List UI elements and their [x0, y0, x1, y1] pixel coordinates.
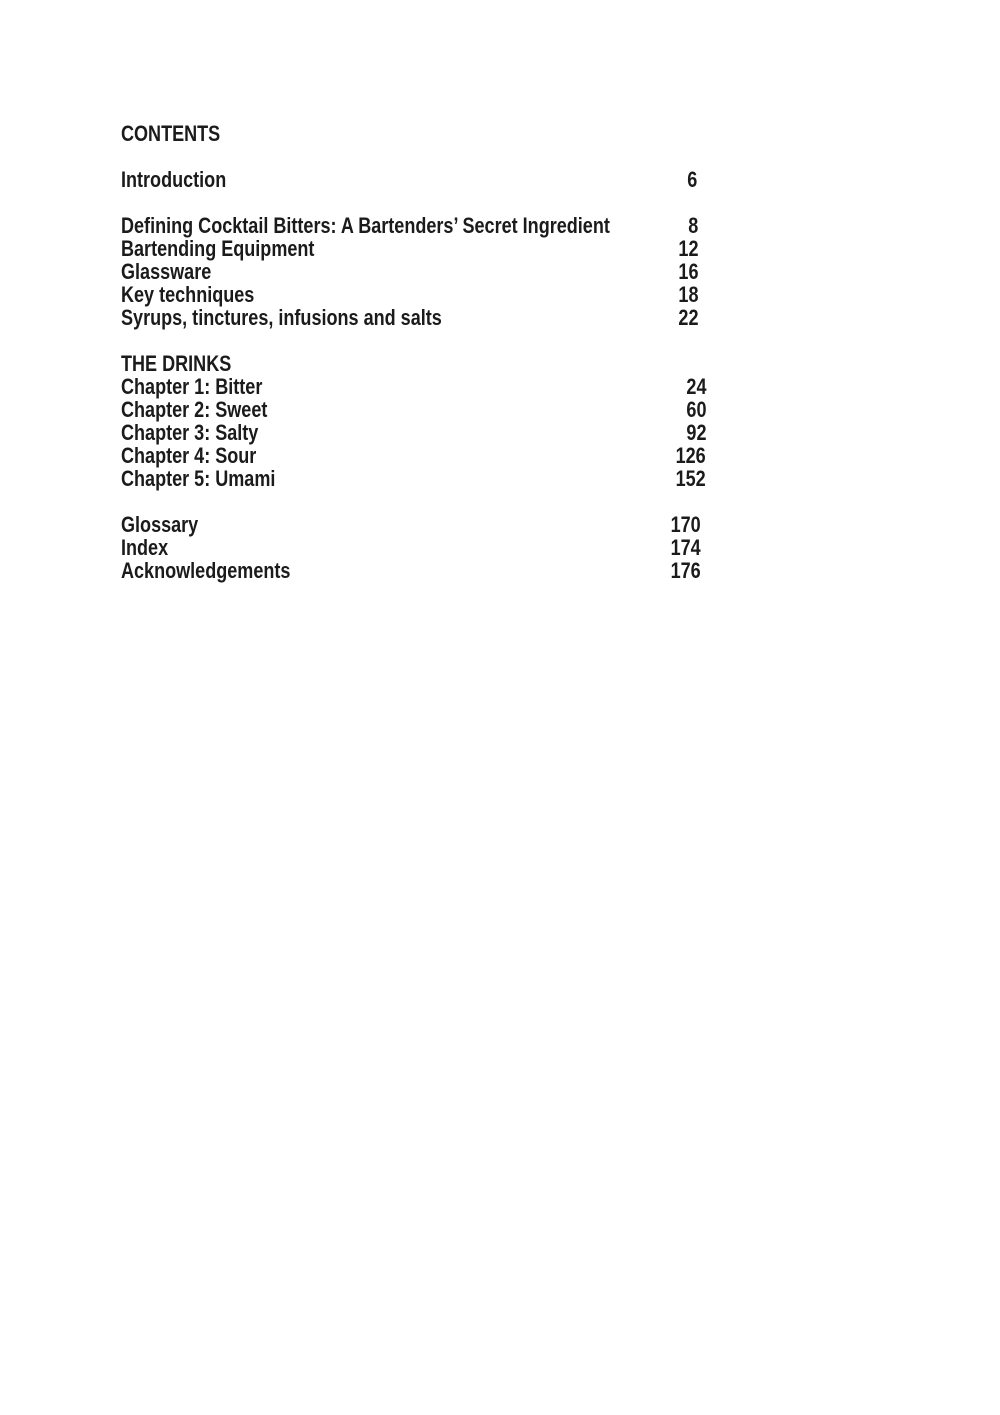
toc-entry-label: Glassware	[121, 259, 212, 284]
toc-entry-label: Chapter 4: Sour	[121, 443, 257, 468]
toc-entry	[121, 536, 706, 559]
toc-entry-page-number: 176	[670, 558, 701, 583]
toc-entry-label: Bartending Equipment	[121, 236, 315, 261]
toc-entry-label: Chapter 1: Bitter	[121, 374, 263, 399]
toc-entry	[121, 283, 706, 306]
toc-entry-page-number: 170	[670, 512, 701, 537]
toc-entry	[121, 398, 706, 421]
toc-entry-page-number: 24	[685, 374, 706, 399]
toc-entry	[121, 444, 706, 467]
section-gap	[121, 329, 706, 352]
toc-entry-page-number: 174	[670, 535, 701, 560]
toc-entry-page-number: 126	[675, 443, 706, 468]
toc-entry-label: Chapter 2: Sweet	[121, 397, 268, 422]
toc-entry	[121, 421, 706, 444]
section-heading-label: THE DRINKS	[121, 351, 232, 376]
contents-heading-row	[121, 122, 706, 145]
toc-entry	[121, 214, 706, 237]
toc-entry	[121, 513, 706, 536]
toc-entry-label: Defining Cocktail Bitters: A Bartenders’ Secret Ingredient	[121, 213, 610, 238]
toc-entry-page-number: 92	[685, 420, 706, 445]
table-of-contents	[121, 122, 706, 582]
toc-entry	[121, 306, 706, 329]
toc-entry-label: Chapter 5: Umami	[121, 466, 276, 491]
toc-entry-label: Acknowledgements	[121, 558, 291, 583]
section-gap	[121, 191, 706, 214]
toc-entry-label: Syrups, tinctures, infusions and salts	[121, 305, 442, 330]
toc-entry-label: Key techniques	[121, 282, 255, 307]
toc-entry-page-number: 6	[686, 167, 697, 192]
toc-entry-page-number: 8	[687, 213, 698, 238]
toc-entry	[121, 260, 706, 283]
toc-entry-label: Glossary	[121, 512, 199, 537]
toc-entry	[121, 559, 706, 582]
section-gap	[121, 490, 706, 513]
toc-entry	[121, 168, 706, 191]
toc-entry-page-number: 60	[685, 397, 706, 422]
toc-entry	[121, 375, 706, 398]
toc-entry-label: Index	[121, 535, 169, 560]
toc-entry-page-number: 152	[675, 466, 706, 491]
toc-entry-page-number: 22	[677, 305, 698, 330]
toc-entry-label: Chapter 3: Salty	[121, 420, 259, 445]
page-title: CONTENTS	[121, 121, 221, 146]
toc-entry-page-number: 12	[677, 236, 698, 261]
toc-entry-page-number: 18	[677, 282, 698, 307]
section-heading-the-drinks	[121, 352, 706, 375]
toc-entry-label: Introduction	[121, 167, 227, 192]
toc-entry-page-number: 16	[677, 259, 698, 284]
toc-entry	[121, 467, 706, 490]
section-gap	[121, 145, 706, 168]
toc-entry	[121, 237, 706, 260]
